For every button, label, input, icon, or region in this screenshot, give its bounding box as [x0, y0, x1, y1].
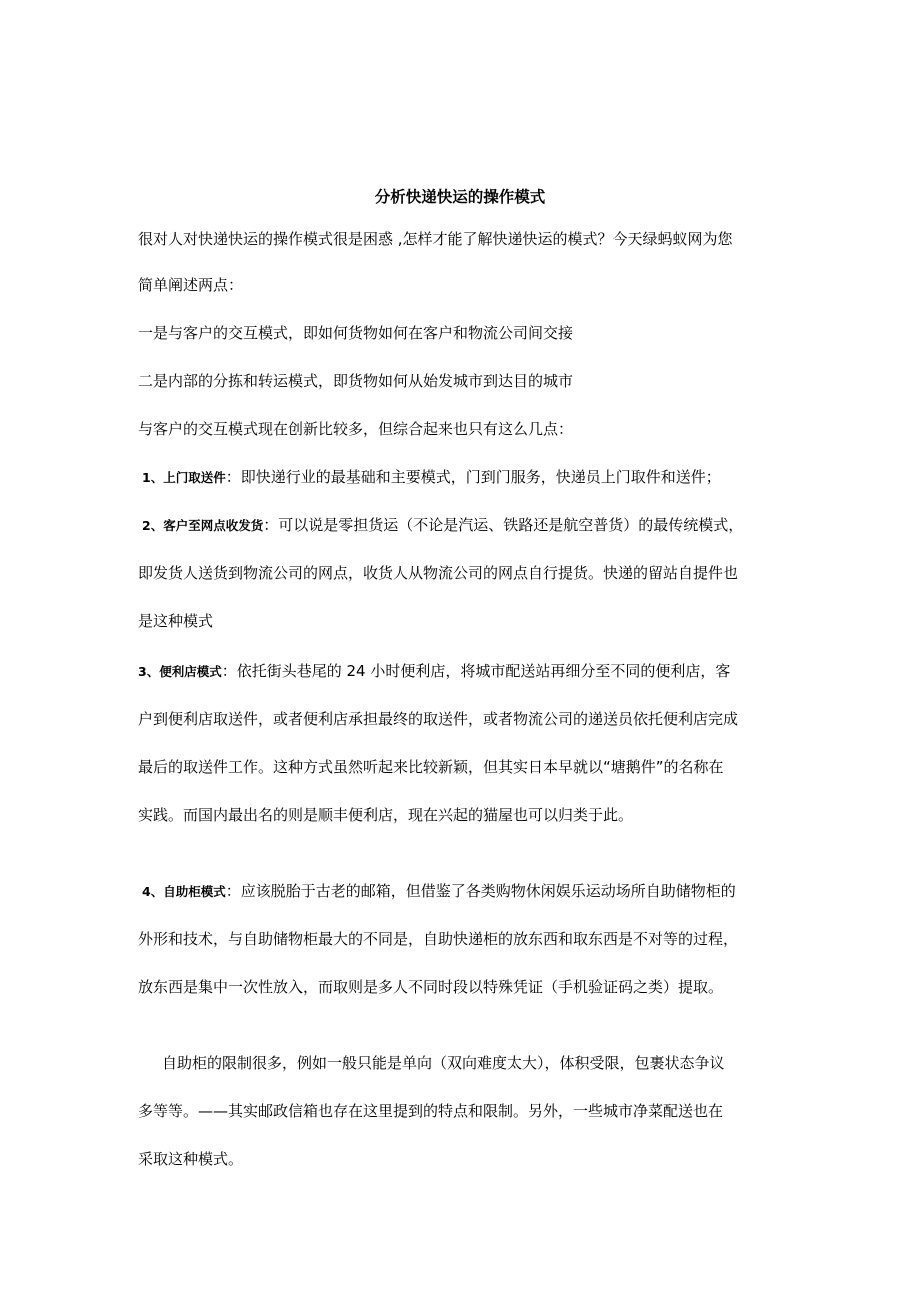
- intro-line: 简单阐述两点：: [138, 276, 244, 294]
- closing-line: 自助柜的限制很多，例如一般只能是单向（双向难度太大），体积受限，包裹状态争议: [162, 1054, 725, 1072]
- closing-line: 多等等。——其实邮政信箱也存在这里提到的特点和限制。另外，一些城市净菜配送也在: [138, 1102, 724, 1120]
- mode-text-line: 实践。而国内最出名的则是顺丰便利店，现在兴起的猫屋也可以归类于此。: [138, 806, 634, 824]
- mode-1-paragraph: [138, 466, 802, 489]
- point-line: 一是与客户的交互模式，即如何货物如何在客户和物流公司间交接: [138, 324, 574, 342]
- mode-label: 1、上门取送件: [142, 470, 226, 485]
- mode-text: ：可以说是零担货运（不论是汽运、铁路还是航空普货）的最传统模式，: [263, 516, 744, 534]
- mode-text: ：依托街头巷尾的 24 小时便利店，将城市配送站再细分至不同的便利店，客: [221, 662, 731, 680]
- mode-text-line: 即发货人送货到物流公司的网点，收货人从物流公司的网点自行提货。快递的留站自提件也: [138, 564, 739, 582]
- mode-text-line: 是这种模式: [138, 612, 214, 630]
- intro-line: 很对人对快递快运的操作模式很是困惑 ,怎样才能了解快递快运的模式？今天绿蚂蚁网为您: [138, 230, 733, 248]
- point-line: 与客户的交互模式现在创新比较多，但综合起来也只有这么几点：: [138, 420, 574, 438]
- mode-text: ：即快递行业的最基础和主要模式，门到门服务，快递员上门取件和送件；: [225, 468, 721, 486]
- mode-2-paragraph: [138, 514, 802, 537]
- mode-label: 2、客户至网点收发货: [142, 518, 264, 533]
- mode-text-line: 最后的取送件工作。这种方式虽然听起来比较新颖，但其实日本早就以“塘鹅件”的名称在: [138, 758, 724, 776]
- mode-text-line: 户到便利店取送件，或者便利店承担最终的取送件，或者物流公司的递送员依托便利店完成: [138, 710, 739, 728]
- mode-label: 4、自助柜模式: [142, 884, 226, 899]
- document-title: 分析快递快运的操作模式: [374, 188, 546, 206]
- mode-text-line: 外形和技术，与自助储物柜最大的不同是，自助快递柜的放东西和取东西是不对等的过程，: [138, 930, 739, 948]
- closing-line: 采取这种模式。: [138, 1150, 244, 1168]
- mode-text-line: 放东西是集中一次性放入，而取则是多人不同时段以特殊凭证（手机验证码之类）提取。: [138, 978, 724, 996]
- mode-label: 3、便利店模式: [138, 664, 222, 679]
- point-line: 二是内部的分拣和转运模式，即货物如何从始发城市到达目的城市: [138, 372, 574, 390]
- mode-3-paragraph: [138, 660, 798, 683]
- mode-4-paragraph: [138, 880, 802, 903]
- mode-text: ：应该脱胎于古老的邮箱，但借鉴了各类购物休闲娱乐运动场所自助储物柜的: [225, 882, 736, 900]
